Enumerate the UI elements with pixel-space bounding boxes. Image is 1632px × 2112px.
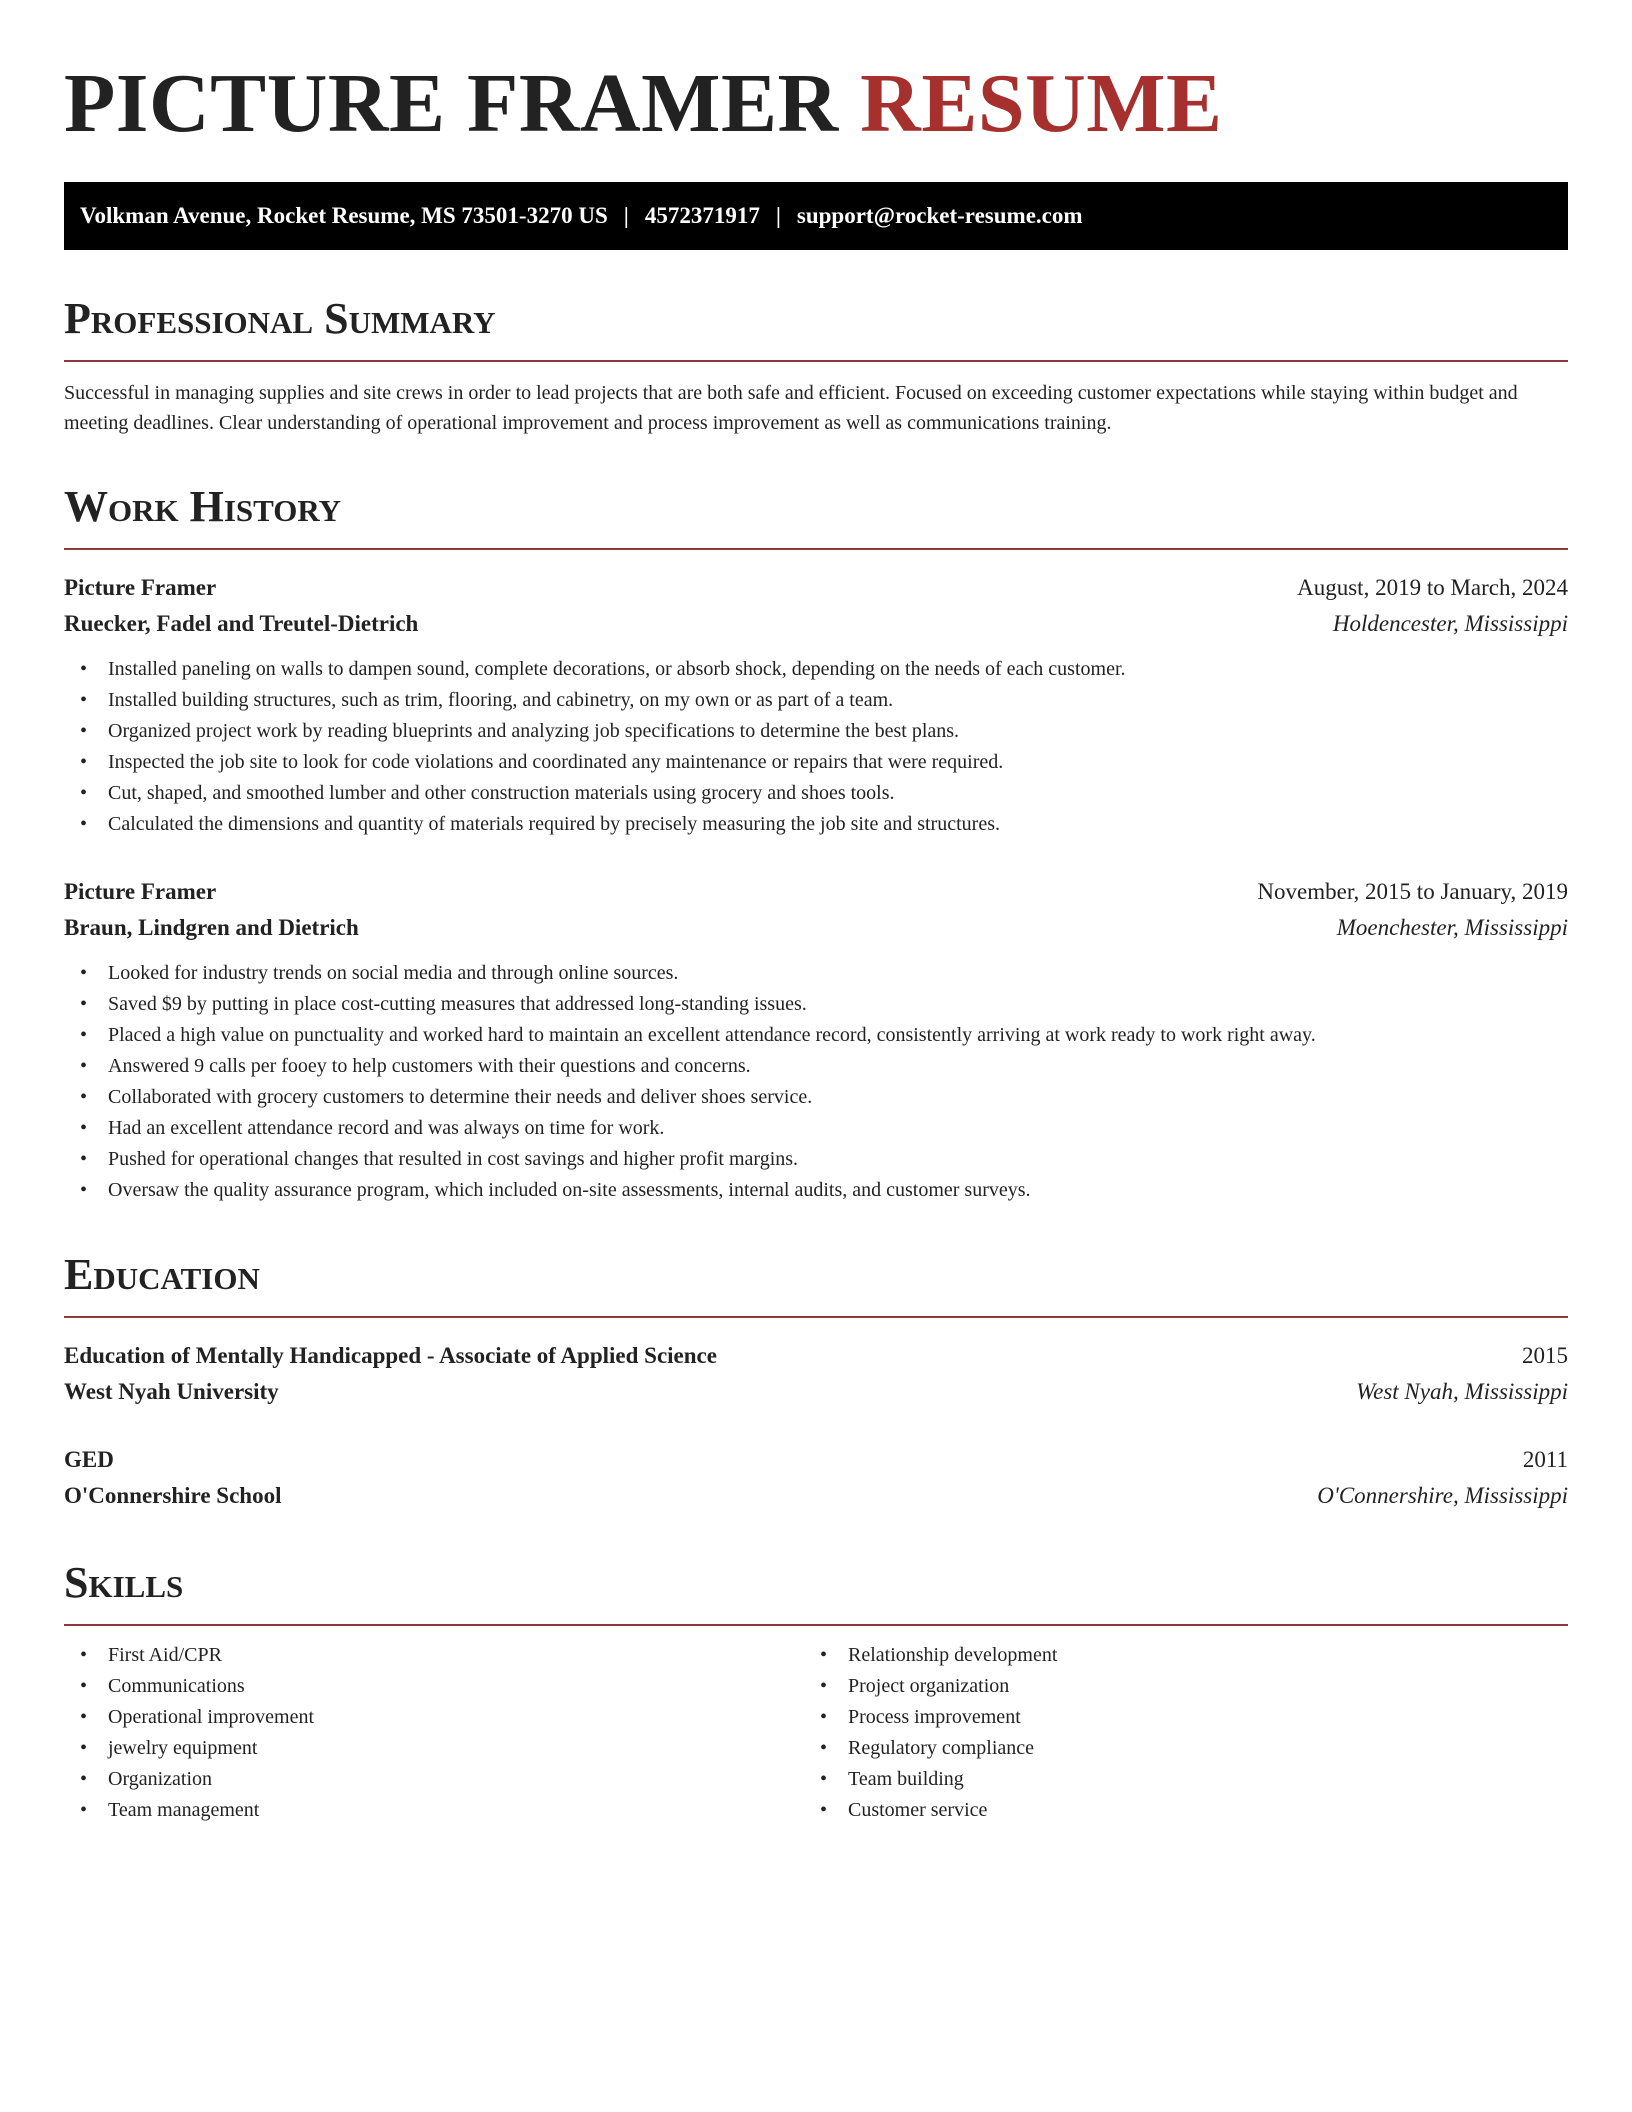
job-title: Picture Framer <box>64 575 217 600</box>
job-entry <box>64 874 1568 1206</box>
job-bullet: • Placed a high value on punctuality and worked hard to maintain an excellent attendance record, consistently arriving at work ready to work right away. <box>64 1020 1568 1051</box>
skill-item: • Communications <box>64 1671 804 1702</box>
job-bullet: • Had an excellent attendance record and was always on time for work. <box>64 1113 1568 1144</box>
skills-right-column <box>804 1640 1544 1826</box>
title-main: PICTURE FRAMER <box>64 57 839 150</box>
work-history-section <box>64 482 1568 1206</box>
skills-heading: Skills <box>64 1558 1568 1626</box>
skill-item: • jewelry equipment <box>64 1733 804 1764</box>
job-company: Braun, Lindgren and Dietrich <box>64 915 359 940</box>
title-accent: RESUME <box>860 57 1223 150</box>
education-location: O'Connershire, Mississippi <box>1317 1483 1568 1508</box>
skill-item: • Process improvement <box>804 1702 1544 1733</box>
skill-item: • Regulatory compliance <box>804 1733 1544 1764</box>
summary-section <box>64 294 1568 438</box>
job-bullet: • Oversaw the quality assurance program, which included on-site assessments, internal audits, and customer surveys. <box>64 1175 1568 1206</box>
skill-item: • Project organization <box>804 1671 1544 1702</box>
job-dates: August, 2019 to March, 2024 <box>1297 575 1568 600</box>
education-entry <box>64 1442 1568 1514</box>
job-bullet: • Organized project work by reading blueprints and analyzing job specifications to determine the best plans. <box>64 716 1568 747</box>
skill-item: • Customer service <box>804 1795 1544 1826</box>
skill-item: • Team building <box>804 1764 1544 1795</box>
skill-item: • Organization <box>64 1764 804 1795</box>
job-bullet: • Pushed for operational changes that resulted in cost savings and higher profit margins. <box>64 1144 1568 1175</box>
job-entry <box>64 570 1568 840</box>
job-bullets <box>64 958 1568 1206</box>
work-history-heading: Work History <box>64 482 1568 550</box>
education-degree: GED <box>64 1447 114 1472</box>
job-title: Picture Framer <box>64 879 217 904</box>
education-location: West Nyah, Mississippi <box>1356 1379 1568 1404</box>
skills-section <box>64 1558 1568 1826</box>
education-year: 2015 <box>1522 1343 1568 1368</box>
job-bullet: • Saved $9 by putting in place cost-cutting measures that addressed long-standing issues. <box>64 989 1568 1020</box>
job-bullet: • Collaborated with grocery customers to determine their needs and deliver shoes service. <box>64 1082 1568 1113</box>
job-bullet: • Installed building structures, such as trim, flooring, and cabinetry, on my own or as part of a team. <box>64 685 1568 716</box>
skill-item: • First Aid/CPR <box>64 1640 804 1671</box>
resume-title <box>64 54 1568 154</box>
skills-columns <box>64 1640 1568 1826</box>
job-bullet: • Installed paneling on walls to dampen sound, complete decorations, or absorb shock, depending on the needs of each customer. <box>64 654 1568 685</box>
education-year: 2011 <box>1522 1447 1568 1472</box>
job-location: Holdencester, Mississippi <box>1332 611 1568 636</box>
contact-phone: 4572371917 <box>644 203 760 228</box>
job-dates: November, 2015 to January, 2019 <box>1257 879 1568 904</box>
skill-item: • Operational improvement <box>64 1702 804 1733</box>
contact-separator: | <box>623 203 629 228</box>
education-heading: Education <box>64 1250 1568 1318</box>
job-bullet: • Calculated the dimensions and quantity of materials required by precisely measuring the job site and structures. <box>64 809 1568 840</box>
contact-separator: | <box>775 203 781 228</box>
education-entry <box>64 1338 1568 1410</box>
education-section <box>64 1250 1568 1514</box>
skill-item: • Team management <box>64 1795 804 1826</box>
contact-email: support@rocket-resume.com <box>796 203 1083 228</box>
summary-heading: Professional Summary <box>64 294 1568 362</box>
job-bullet: • Cut, shaped, and smoothed lumber and other construction materials using grocery and shoes tools. <box>64 778 1568 809</box>
skills-left-column <box>64 1640 804 1826</box>
job-location: Moenchester, Mississippi <box>1336 915 1568 940</box>
education-school: O'Connershire School <box>64 1483 282 1508</box>
education-degree: Education of Mentally Handicapped - Associate of Applied Science <box>64 1343 717 1368</box>
education-school: West Nyah University <box>64 1379 279 1404</box>
skill-item: • Relationship development <box>804 1640 1544 1671</box>
contact-bar <box>64 182 1568 250</box>
job-bullets <box>64 654 1568 840</box>
summary-text: Successful in managing supplies and site crews in order to lead projects that are both safe and efficient. Focused on exceeding customer expectations while staying within budget and meeting deadlines. Clear understanding of operational improvement and process improvement as well as communications training. <box>64 382 1518 434</box>
job-bullet: • Looked for industry trends on social media and through online sources. <box>64 958 1568 989</box>
job-company: Ruecker, Fadel and Treutel-Dietrich <box>64 611 419 636</box>
job-bullet: • Inspected the job site to look for code violations and coordinated any maintenance or repairs that were required. <box>64 747 1568 778</box>
contact-address: Volkman Avenue, Rocket Resume, MS 73501-3270 US <box>80 203 608 228</box>
job-bullet: • Answered 9 calls per fooey to help customers with their questions and concerns. <box>64 1051 1568 1082</box>
